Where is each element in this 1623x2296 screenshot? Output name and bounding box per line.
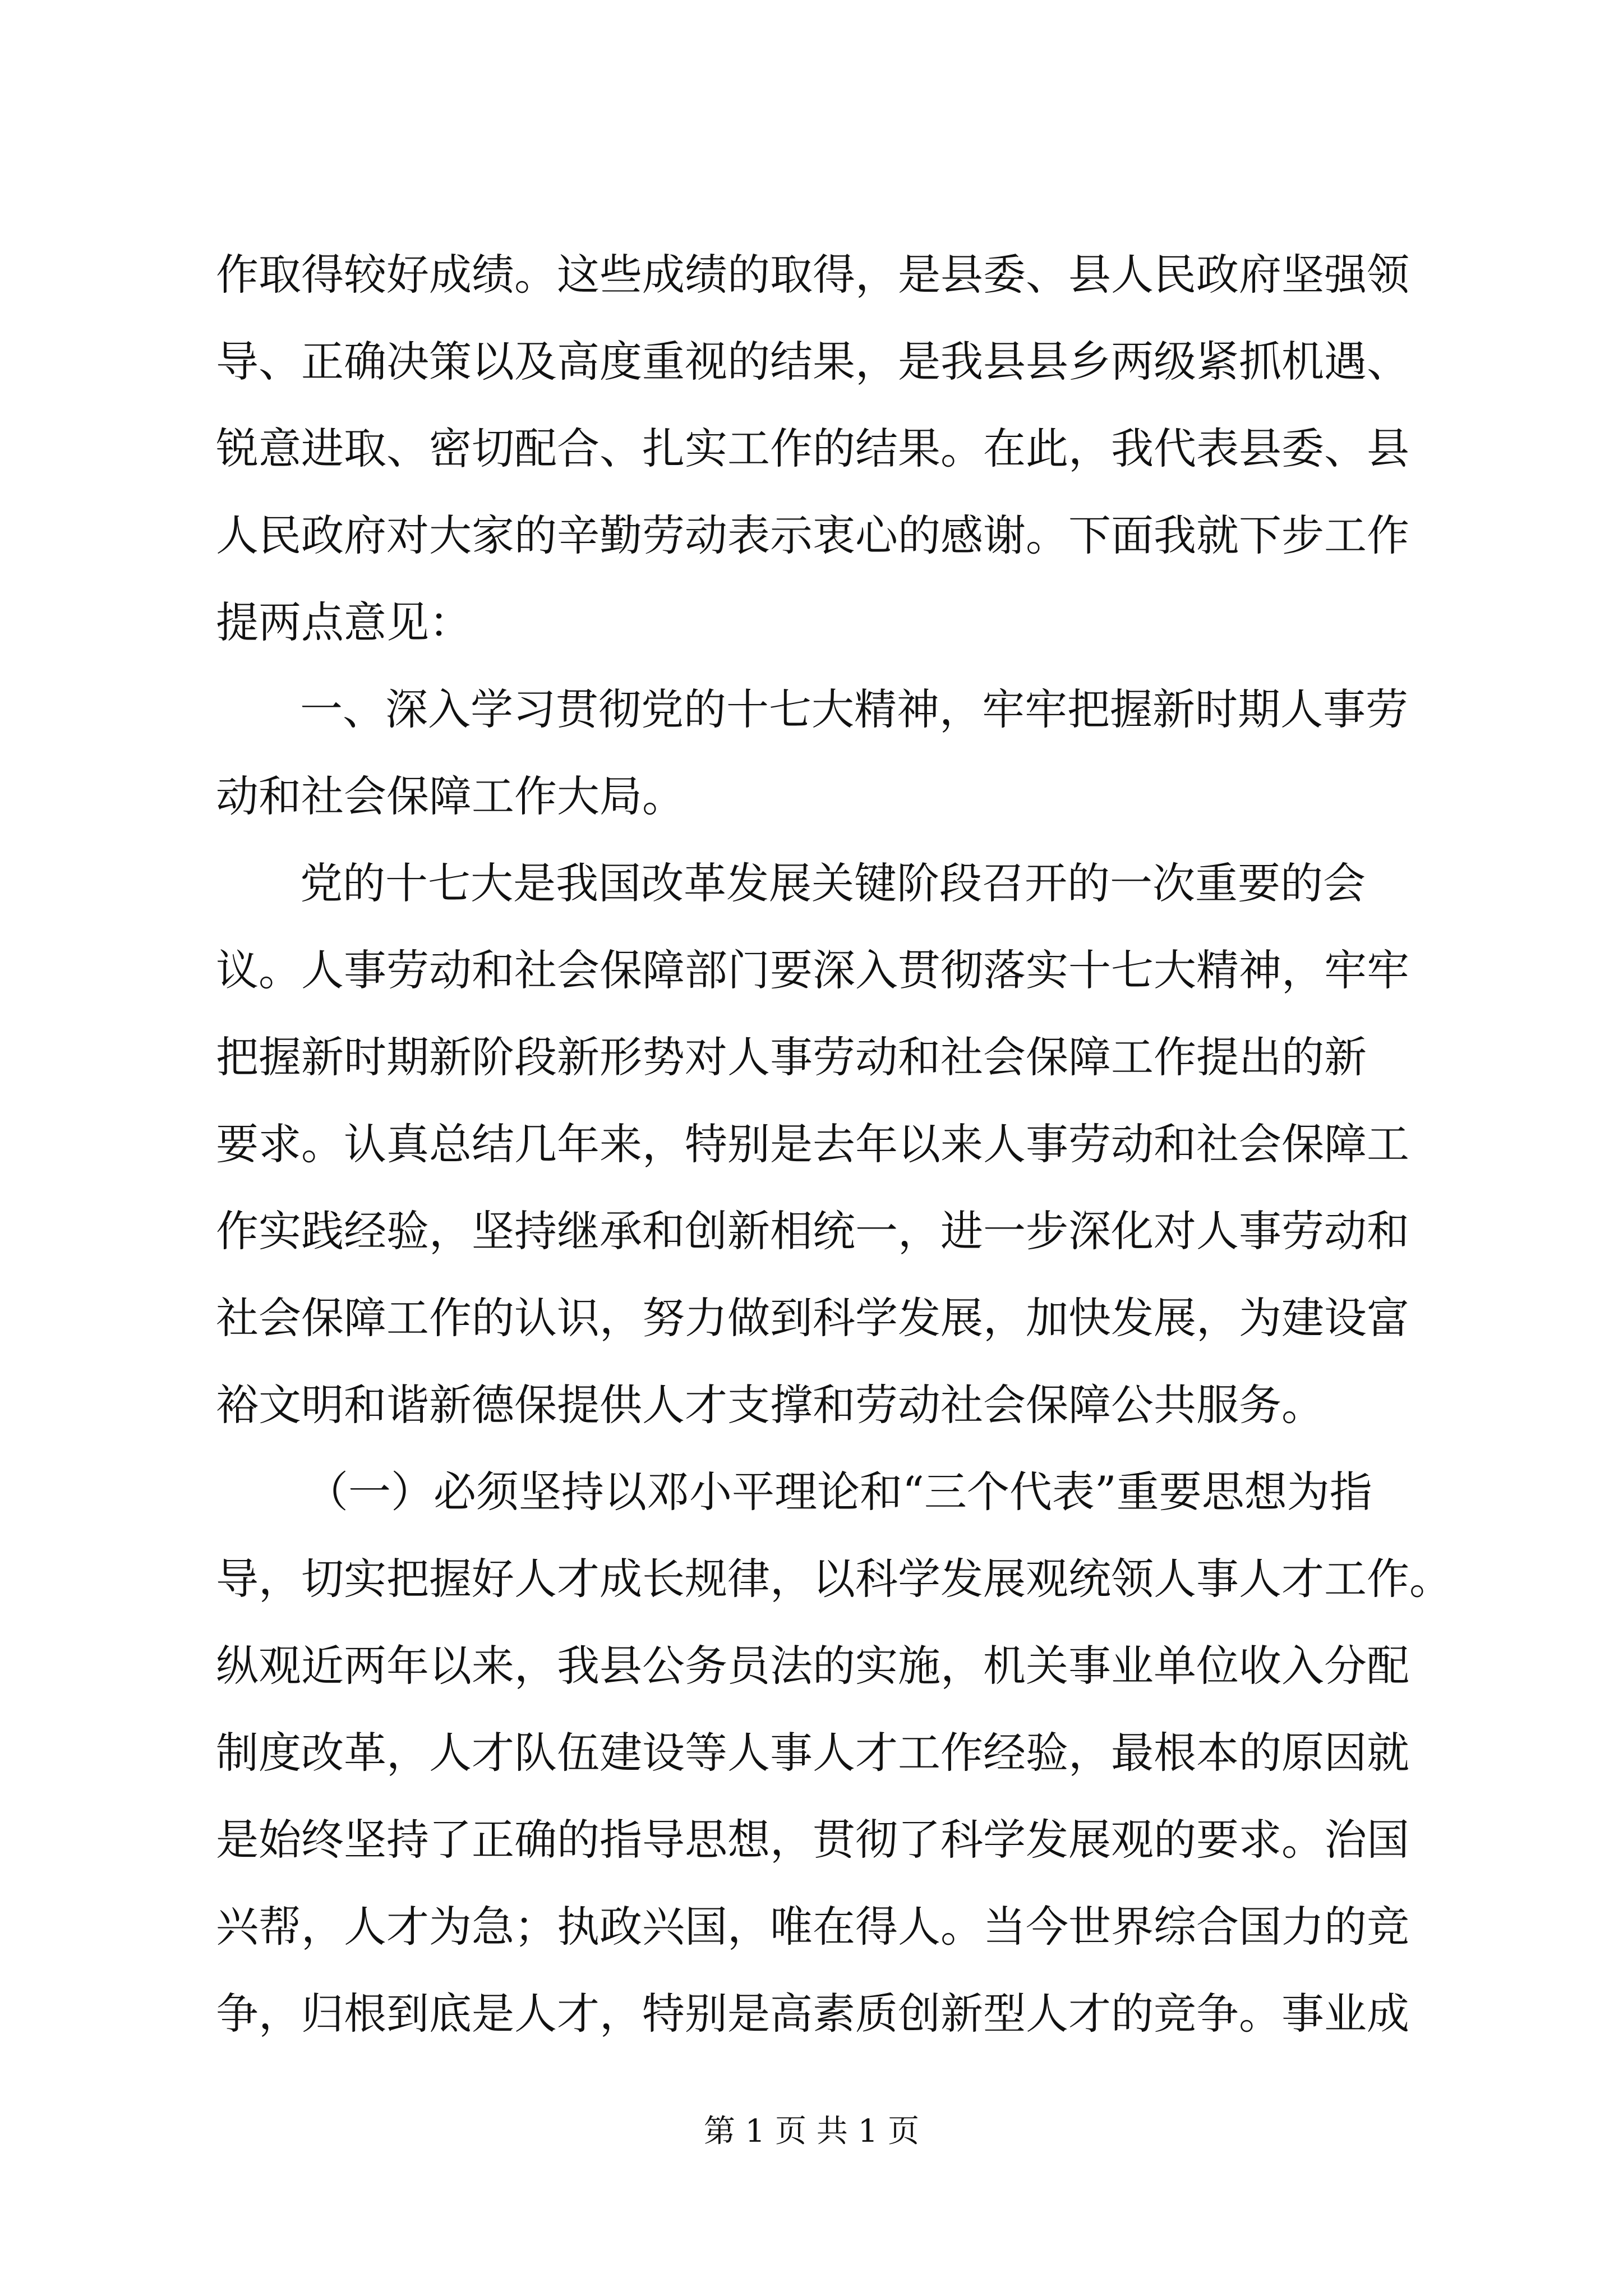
text-line: [0, 1355, 1623, 1456]
line-text: 是始终坚持了正确的指导思想，贯彻了科学发展观的要求。治国: [216, 1815, 1409, 1865]
line-text: 导，切实把握好人才成长规律，以科学发展观统领人事人才工作。: [216, 1554, 1452, 1604]
text-line: [0, 1963, 1623, 2064]
text-line: [0, 1442, 1623, 1543]
text-line: [0, 1703, 1623, 1803]
text-line: [0, 920, 1623, 1021]
text-line: [0, 1094, 1623, 1195]
line-text: 人民政府对大家的辛勤劳动表示衷心的感谢。下面我就下步工作: [216, 510, 1409, 560]
text-line: [0, 485, 1623, 586]
line-text: 作实践经验，坚持继承和创新相统一，进一步深化对人事劳动和: [216, 1206, 1409, 1256]
line-text: 纵观近两年以来，我县公务员法的实施，机关事业单位收入分配: [216, 1641, 1409, 1691]
text-line: [0, 1789, 1623, 1890]
line-text: 兴帮，人才为急；执政兴国，唯在得人。当今世界综合国力的竞: [216, 1902, 1409, 1952]
line-text: 要求。认真总结几年来，特别是去年以来人事劳动和社会保障工: [216, 1119, 1409, 1169]
line-text: 裕文明和谐新德保提供人才支撑和劳动社会保障公共服务。: [216, 1380, 1324, 1430]
line-text: 争，归根到底是人才，特别是高素质创新型人才的竞争。事业成: [216, 1989, 1409, 2039]
line-text: 动和社会保障工作大局。: [216, 771, 685, 821]
line-text: 锐意进取、密切配合、扎实工作的结果。在此，我代表县委、县: [216, 424, 1409, 473]
page-footer: 第 1 页 共 1 页: [703, 2113, 920, 2150]
line-text: 把握新时期新阶段新形势对人事劳动和社会保障工作提出的新: [216, 1032, 1367, 1082]
text-line: [0, 572, 1623, 673]
text-line: [0, 398, 1623, 499]
text-line: [0, 1616, 1623, 1717]
line-text: （一）必须坚持以邓小平理论和“三个代表”重要思想为指: [306, 1467, 1372, 1517]
line-text: 党的十七大是我国改革发展关键阶段召开的一次重要的会: [300, 858, 1366, 908]
text-line: [0, 659, 1623, 760]
text-line: [0, 224, 1623, 325]
line-text: 社会保障工作的认识，努力做到科学发展，加快发展，为建设富: [216, 1293, 1409, 1343]
text-line: [0, 1876, 1623, 1977]
line-text: 提两点意见：: [216, 597, 472, 647]
text-line: [0, 1181, 1623, 1282]
text-line: [0, 1007, 1623, 1108]
line-text: 议。人事劳动和社会保障部门要深入贯彻落实十七大精神，牢牢: [216, 945, 1409, 995]
text-line: [0, 311, 1623, 412]
text-line: [0, 746, 1623, 847]
text-line: [0, 833, 1623, 934]
line-text: 作取得较好成绩。这些成绩的取得，是县委、县人民政府坚强领: [216, 250, 1409, 300]
line-text: 导、正确决策以及高度重视的结果，是我县县乡两级紧抓机遇、: [216, 337, 1409, 386]
line-text: 制度改革，人才队伍建设等人事人才工作经验，最根本的原因就: [216, 1728, 1409, 1778]
line-text: 一、深入学习贯彻党的十七大精神，牢牢把握新时期人事劳: [300, 684, 1408, 734]
text-line: [0, 1529, 1623, 1630]
text-line: [0, 1268, 1623, 1369]
